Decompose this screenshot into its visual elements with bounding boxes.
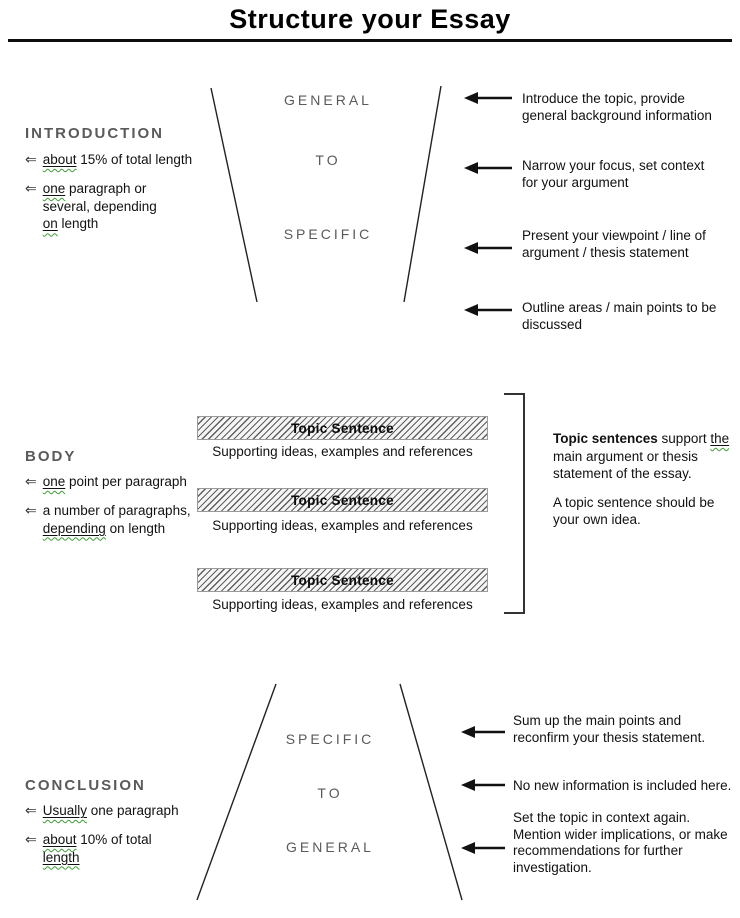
conclusion-point-2: No new information is included here.: [513, 778, 732, 793]
left-arrow-icon: [464, 304, 512, 316]
body-bullet-2: ⇐ a number of paragraphs, depending on length: [25, 501, 191, 536]
topic-sentence-bar: [197, 568, 488, 592]
left-arrow-icon: [464, 242, 512, 254]
body-section: [25, 448, 205, 537]
intro-funnel-left-line: [211, 88, 257, 302]
left-arrow-icon: [461, 842, 505, 854]
funnel-top-label-general: GENERAL: [284, 92, 372, 108]
topic-sentence-note: [553, 430, 731, 540]
bar-caption: Supporting ideas, examples and references: [212, 597, 473, 612]
introduction-point-4: Outline areas / main points to be discussed: [522, 300, 717, 332]
funnel-bottom-label-to: TO: [317, 785, 343, 801]
conclusion-section: [25, 777, 195, 866]
left-arrow-icon: [461, 726, 505, 738]
conclusion-point-3: Set the topic in context again. Mention wider implications, or make recommendations for further investigation.: [513, 810, 728, 876]
title-divider: [8, 39, 732, 42]
double-arrow-icon: ⇐: [25, 473, 37, 489]
double-arrow-icon: ⇐: [25, 179, 37, 196]
introduction-section: [25, 125, 200, 233]
funnel-top-label-specific: SPECIFIC: [283, 226, 373, 242]
page-title: Structure your Essay: [229, 4, 511, 34]
introduction-point-3: Present your viewpoint / line of argument / thesis statement: [522, 228, 706, 260]
conclusion-bullet-2: ⇐ about 10% of total length: [25, 830, 152, 865]
conclusion-heading: CONCLUSION: [25, 777, 146, 794]
left-arrow-icon: [461, 779, 505, 791]
double-arrow-icon: ⇐: [25, 501, 37, 518]
topic-sentence-bar: [197, 416, 488, 440]
left-arrow-icon: [464, 92, 512, 104]
bar-caption: Supporting ideas, examples and references: [212, 444, 473, 459]
bar-caption: Supporting ideas, examples and references: [212, 518, 473, 533]
double-arrow-icon: ⇐: [25, 802, 37, 818]
topic-sentence-label: Topic Sentence: [291, 420, 394, 436]
conclusion-point-1: Sum up the main points and reconfirm your thesis statement.: [513, 713, 706, 745]
double-arrow-icon: ⇐: [25, 830, 37, 847]
funnel-bottom-label-general: GENERAL: [286, 839, 374, 855]
topic-sentence-label: Topic Sentence: [291, 492, 394, 508]
intro-funnel-right-line: [404, 86, 441, 302]
body-heading: BODY: [25, 448, 77, 465]
topic-sentence-label: Topic Sentence: [291, 572, 394, 588]
introduction-heading: INTRODUCTION: [25, 125, 164, 142]
introduction-point-1: Introduce the topic, provide general background information: [522, 91, 712, 123]
conclusion-bullet-1: ⇐ Usually one paragraph: [25, 802, 179, 818]
double-arrow-icon: ⇐: [25, 151, 37, 167]
introduction-bullet-1: ⇐ about 15% of total length: [25, 151, 193, 167]
topic-sentence-note-paragraph-2: A topic sentence should be your own idea.: [553, 494, 715, 528]
left-arrow-icon: [464, 162, 512, 174]
introduction-bullet-2: ⇐ one paragraph or several, depending on length: [25, 179, 157, 232]
funnel-top-label-to: TO: [315, 152, 341, 168]
body-bullet-1: ⇐ one point per paragraph: [25, 473, 187, 489]
body-note-bracket: [504, 394, 524, 613]
funnel-bottom-label-specific: SPECIFIC: [285, 731, 375, 747]
topic-sentence-note-paragraph-1: Topic sentences support the main argument or thesis statement of the essay.: [553, 431, 730, 482]
topic-sentence-bar: [197, 488, 488, 512]
introduction-point-2: Narrow your focus, set context for your argument: [522, 158, 705, 190]
